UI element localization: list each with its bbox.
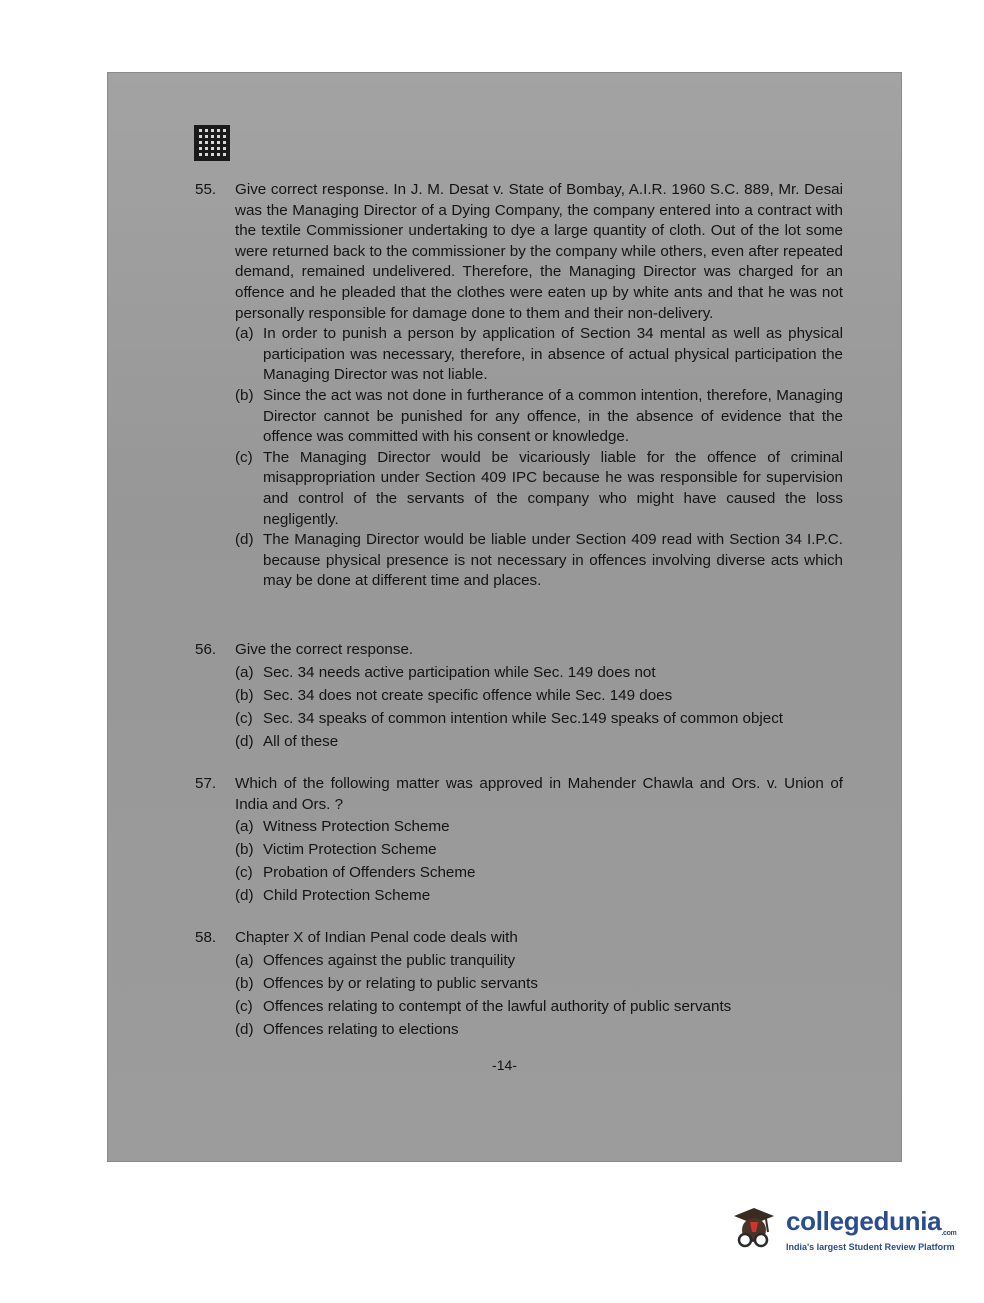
brand-name: collegedunia.com [786, 1206, 957, 1237]
brand-tagline: India's largest Student Review Platform [786, 1242, 955, 1252]
option-c: (c) Offences relating to contempt of the lawful authority of public servants [235, 997, 732, 1015]
option-a: (a) Offences against the public tranquility [235, 951, 516, 969]
option-b: (b) Since the act was not done in furtherance of a common intention, therefore, Managing Director cannot be punished for any offence, in the absence of evidence that the offence was committed with his consent or knowledge. [235, 386, 843, 446]
scanned-page [107, 72, 902, 1162]
option-c: (c) The Managing Director would be vicariously liable for the offence of criminal misappropriation under Section 409 IPC because he was responsible for supervision and control of the servants of the company who might have caused the loss negligently. [235, 448, 843, 528]
question-number: 55. [195, 181, 217, 198]
option-b: (b) Victim Protection Scheme [235, 841, 437, 859]
question-56 [195, 640, 843, 753]
option-d: (d) The Managing Director would be liable under Section 409 read with Section 34 I.P.C. because physical presence is not necessary in offences involving diverse acts which may be done at different time and places. [235, 531, 843, 590]
question-stem: Give the correct response. [235, 641, 414, 658]
option-d: (d) Child Protection Scheme [235, 887, 431, 905]
collegedunia-logo [728, 1198, 958, 1262]
option-d: (d) All of these [235, 732, 339, 750]
question-number: 58. [195, 929, 217, 946]
option-b: (b) Sec. 34 does not create specific offence while Sec. 149 does [235, 686, 673, 704]
question-58 [195, 928, 843, 1041]
page-number: -14- [492, 1057, 517, 1073]
options-list [235, 949, 843, 1041]
question-number: 57. [195, 775, 217, 792]
option-a: (a) In order to punish a person by application of Section 34 mental as well as physical participation was necessary, therefore, in absence of actual physical participation the Managing Director was not liable. [235, 325, 843, 384]
question-55 [195, 180, 843, 592]
question-stem: Which of the following matter was approved in Mahender Chawla and Ors. v. Union of India and Ors. ? [235, 775, 843, 813]
option-c: (c) Sec. 34 speaks of common intention while Sec.149 speaks of common object [235, 709, 784, 727]
option-c: (c) Probation of Offenders Scheme [235, 864, 476, 882]
graduate-mascot-icon [728, 1202, 780, 1254]
question-stem: Chapter X of Indian Penal code deals with [235, 929, 518, 946]
option-d: (d) Offences relating to elections [235, 1020, 459, 1038]
question-number: 56. [195, 641, 217, 658]
options-list [235, 815, 843, 907]
question-57 [195, 774, 843, 907]
option-a: (a) Witness Protection Scheme [235, 818, 450, 836]
question-stem: Give correct response. In J. M. Desat v. State of Bombay, A.I.R. 1960 S.C. 889, Mr. Desai was the Managing Director of a Dying Company, the company entered into a contract with the textile Commissioner undertaking to dye a large quantity of cloth. Out of the lot some were returned back to the commissioner by the company while others, even after repeated demand, remained undelivered. Therefore, the Managing Director was charged for an offence and he pleaded that the clothes were eaten up by white ants and that he was not personally responsible for damage done to them and their non-delivery. [235, 181, 843, 322]
options-list [235, 324, 843, 592]
option-a: (a) Sec. 34 needs active participation while Sec. 149 does not [235, 663, 656, 681]
option-b: (b) Offences by or relating to public servants [235, 974, 538, 992]
qr-code-icon [194, 125, 230, 161]
options-list [235, 661, 843, 753]
